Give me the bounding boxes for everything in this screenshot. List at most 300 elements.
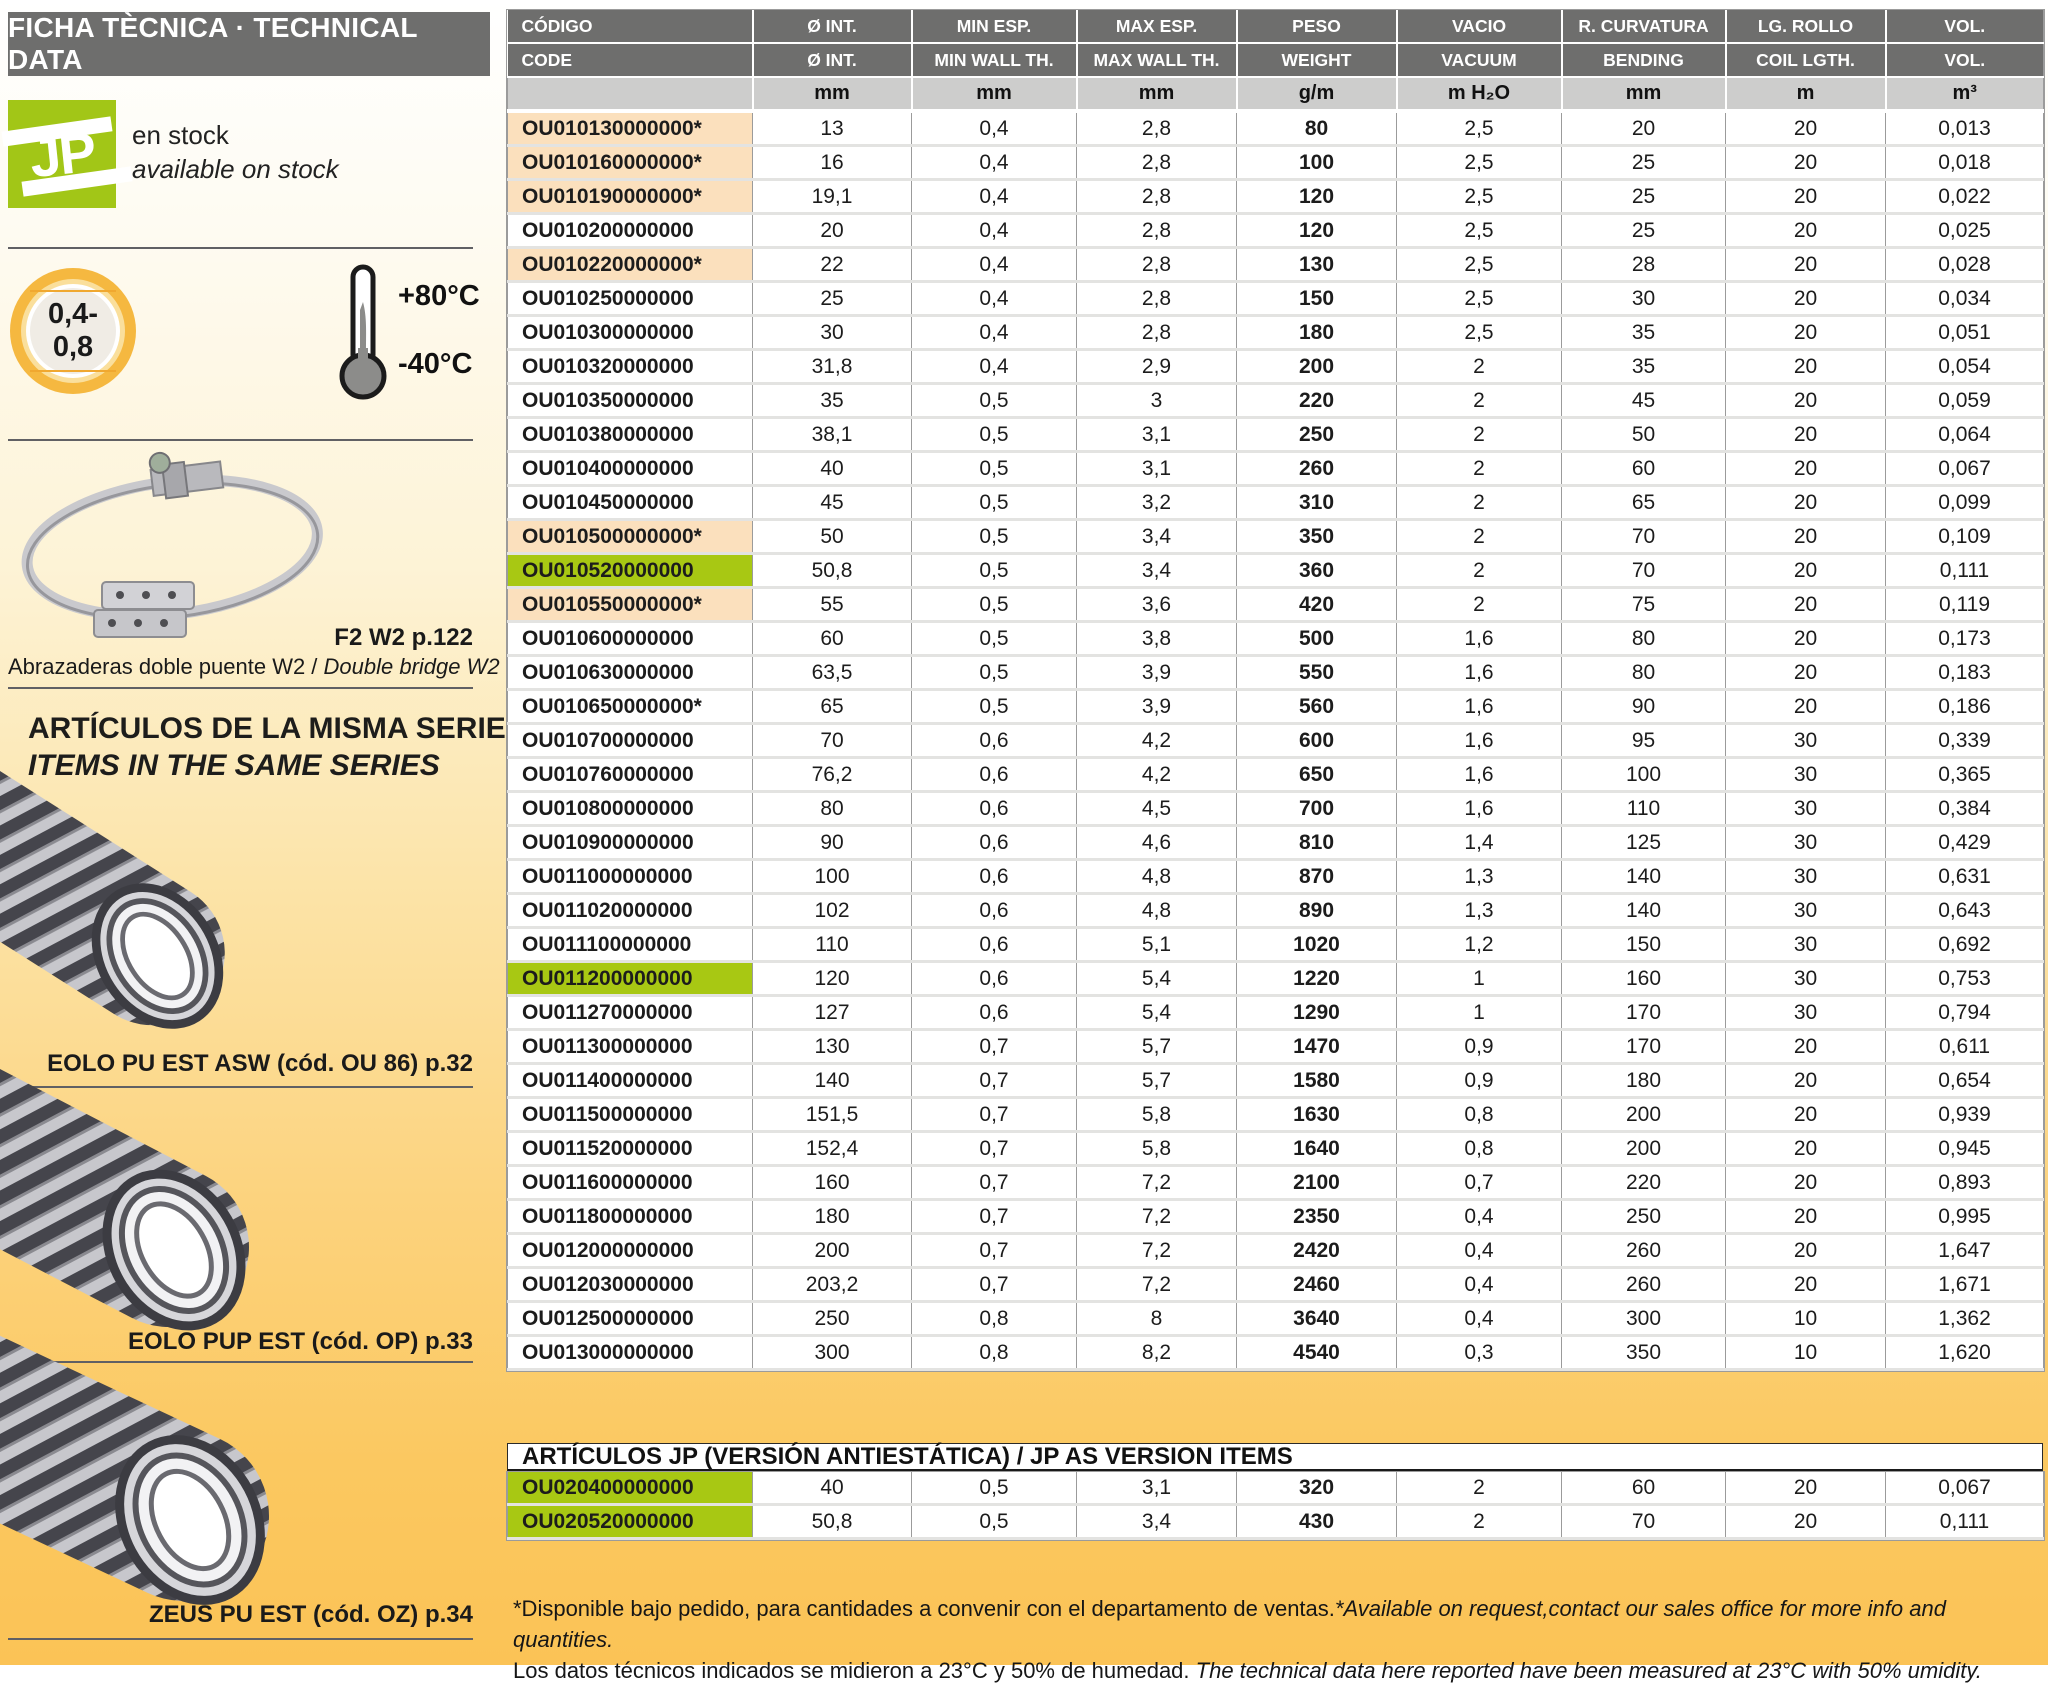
- value-cell: 500: [1237, 622, 1397, 656]
- code-cell: OU012000000000: [508, 1234, 753, 1268]
- badge-ring: [21, 279, 125, 383]
- table-row: [508, 1200, 2044, 1234]
- value-cell: 1,620: [1886, 1336, 2044, 1370]
- col-header: VOL.: [1886, 43, 2044, 77]
- table-row: [508, 486, 2044, 520]
- unit-cell: mm: [1077, 77, 1237, 111]
- value-cell: 90: [753, 826, 912, 860]
- value-cell: 19,1: [753, 180, 912, 214]
- value-cell: 35: [1562, 350, 1726, 384]
- value-cell: 3: [1077, 384, 1237, 418]
- value-cell: 0,5: [912, 656, 1077, 690]
- value-cell: 20: [753, 214, 912, 248]
- value-cell: 120: [1237, 214, 1397, 248]
- footnote-line-2: [513, 1655, 2041, 1686]
- table-row: [508, 520, 2044, 554]
- unit-cell: mm: [912, 77, 1077, 111]
- value-cell: 3,1: [1077, 1472, 1237, 1505]
- value-cell: 1020: [1237, 928, 1397, 962]
- value-cell: 4,6: [1077, 826, 1237, 860]
- value-cell: 180: [753, 1200, 912, 1234]
- value-cell: 600: [1237, 724, 1397, 758]
- value-cell: 80: [1562, 656, 1726, 690]
- value-cell: 20: [1726, 656, 1886, 690]
- stock-en: available on stock: [132, 154, 339, 184]
- value-cell: 0,6: [912, 792, 1077, 826]
- value-cell: 0,4: [912, 282, 1077, 316]
- value-cell: 650: [1237, 758, 1397, 792]
- value-cell: 550: [1237, 656, 1397, 690]
- unit-cell: g/m: [1237, 77, 1397, 111]
- clamp-reference: F2 W2 p.122: [334, 624, 473, 651]
- temp-max-label: +80°C: [398, 280, 480, 312]
- code-cell: OU010400000000: [508, 452, 753, 486]
- divider: [8, 247, 473, 249]
- value-cell: 1,6: [1397, 758, 1562, 792]
- value-cell: 1,6: [1397, 792, 1562, 826]
- value-cell: 1630: [1237, 1098, 1397, 1132]
- table-row: [508, 452, 2044, 486]
- value-cell: 7,2: [1077, 1200, 1237, 1234]
- value-cell: 0,6: [912, 962, 1077, 996]
- code-cell: OU010520000000: [508, 554, 753, 588]
- value-cell: 420: [1237, 588, 1397, 622]
- col-header: MAX ESP.: [1077, 10, 1237, 43]
- value-cell: 7,2: [1077, 1268, 1237, 1302]
- col-header: BENDING: [1562, 43, 1726, 77]
- col-header: MAX WALL TH.: [1077, 43, 1237, 77]
- stock-availability-label: [132, 118, 339, 186]
- badge-inner: [30, 288, 116, 374]
- value-cell: 3,2: [1077, 486, 1237, 520]
- code-cell: OU010800000000: [508, 792, 753, 826]
- value-cell: 203,2: [753, 1268, 912, 1302]
- code-cell: OU010650000000*: [508, 690, 753, 724]
- value-cell: 151,5: [753, 1098, 912, 1132]
- value-cell: 0,6: [912, 826, 1077, 860]
- footnote-1-es: *Disponible bajo pedido, para cantidades a convenir con el departamento de ventas.: [513, 1596, 1335, 1621]
- col-header: PESO: [1237, 10, 1397, 43]
- wall-thickness-badge: [10, 268, 136, 394]
- value-cell: 170: [1562, 996, 1726, 1030]
- value-cell: 3,4: [1077, 520, 1237, 554]
- code-cell: OU010160000000*: [508, 146, 753, 180]
- code-cell: OU012500000000: [508, 1302, 753, 1336]
- value-cell: 125: [1562, 826, 1726, 860]
- value-cell: 20: [1726, 1166, 1886, 1200]
- value-cell: 160: [753, 1166, 912, 1200]
- value-cell: 0,7: [1397, 1166, 1562, 1200]
- value-cell: 20: [1726, 282, 1886, 316]
- value-cell: 5,4: [1077, 996, 1237, 1030]
- value-cell: 0,022: [1886, 180, 2044, 214]
- value-cell: 13: [753, 111, 912, 146]
- table-row: [508, 1472, 2044, 1505]
- spec-table-head: [508, 10, 2044, 77]
- code-cell: OU012030000000: [508, 1268, 753, 1302]
- code-cell: OU010630000000: [508, 656, 753, 690]
- table-row: [508, 146, 2044, 180]
- value-cell: 20: [1726, 1472, 1886, 1505]
- value-cell: 0,4: [912, 111, 1077, 146]
- col-header: LG. ROLLO: [1726, 10, 1886, 43]
- value-cell: 0,7: [912, 1200, 1077, 1234]
- value-cell: 50: [1562, 418, 1726, 452]
- value-cell: 120: [1237, 180, 1397, 214]
- value-cell: 0,6: [912, 894, 1077, 928]
- value-cell: 260: [1562, 1234, 1726, 1268]
- value-cell: 200: [1562, 1132, 1726, 1166]
- value-cell: 3,1: [1077, 452, 1237, 486]
- value-cell: 1: [1397, 962, 1562, 996]
- unit-cell: m: [1726, 77, 1886, 111]
- value-cell: 180: [1562, 1064, 1726, 1098]
- value-cell: 90: [1562, 690, 1726, 724]
- value-cell: 0,5: [912, 1505, 1077, 1539]
- table-row: [508, 1234, 2044, 1268]
- value-cell: 0,6: [912, 928, 1077, 962]
- value-cell: 0,8: [912, 1336, 1077, 1370]
- value-cell: 810: [1237, 826, 1397, 860]
- value-cell: 2,5: [1397, 248, 1562, 282]
- col-header: MIN WALL TH.: [912, 43, 1077, 77]
- value-cell: 70: [753, 724, 912, 758]
- value-cell: 4540: [1237, 1336, 1397, 1370]
- value-cell: 4,8: [1077, 860, 1237, 894]
- units-row: [508, 77, 2044, 111]
- footnotes: [513, 1593, 2041, 1686]
- divider: [8, 1361, 473, 1363]
- code-cell: OU010350000000: [508, 384, 753, 418]
- unit-cell: mm: [1562, 77, 1726, 111]
- unit-cell: mm: [753, 77, 912, 111]
- value-cell: 0,051: [1886, 316, 2044, 350]
- value-cell: 127: [753, 996, 912, 1030]
- value-cell: 0,8: [912, 1302, 1077, 1336]
- value-cell: 0,5: [912, 520, 1077, 554]
- value-cell: 0,9: [1397, 1064, 1562, 1098]
- code-cell: OU020400000000: [508, 1472, 753, 1505]
- value-cell: 0,643: [1886, 894, 2044, 928]
- value-cell: 0,173: [1886, 622, 2044, 656]
- value-cell: 20: [1726, 622, 1886, 656]
- code-cell: OU010500000000*: [508, 520, 753, 554]
- wall-thickness-value: 0,4-0,8: [30, 290, 116, 372]
- value-cell: 80: [1237, 111, 1397, 146]
- footnote-2-en: The technical data here reported have been measured at 23°C with 50% umidity.: [1195, 1658, 1982, 1683]
- value-cell: 2: [1397, 452, 1562, 486]
- value-cell: 430: [1237, 1505, 1397, 1539]
- value-cell: 250: [1562, 1200, 1726, 1234]
- value-cell: 1,3: [1397, 860, 1562, 894]
- value-cell: 0,111: [1886, 554, 2044, 588]
- value-cell: 0,893: [1886, 1166, 2044, 1200]
- divider: [8, 687, 473, 689]
- value-cell: 25: [1562, 214, 1726, 248]
- hose-caption-2: EOLO PUP EST (cód. OP) p.33: [128, 1328, 473, 1355]
- jp-stock-logo: [8, 100, 116, 208]
- value-cell: 0,4: [912, 248, 1077, 282]
- value-cell: 4,2: [1077, 724, 1237, 758]
- spec-table-body: [508, 77, 2044, 1370]
- value-cell: 75: [1562, 588, 1726, 622]
- value-cell: 55: [753, 588, 912, 622]
- value-cell: 2: [1397, 384, 1562, 418]
- value-cell: 0,4: [912, 146, 1077, 180]
- value-cell: 160: [1562, 962, 1726, 996]
- code-cell: OU011500000000: [508, 1098, 753, 1132]
- value-cell: 0,5: [912, 418, 1077, 452]
- unit-cell: m H₂O: [1397, 77, 1562, 111]
- value-cell: 30: [1726, 792, 1886, 826]
- code-cell: OU010900000000: [508, 826, 753, 860]
- value-cell: 0,6: [912, 724, 1077, 758]
- value-cell: 0,064: [1886, 418, 2044, 452]
- value-cell: 20: [1726, 180, 1886, 214]
- value-cell: 20: [1726, 1132, 1886, 1166]
- value-cell: 0,7: [912, 1064, 1077, 1098]
- clamp-caption-en: Double bridge W2: [323, 654, 500, 679]
- col-header: CÓDIGO: [508, 10, 753, 43]
- value-cell: 20: [1726, 418, 1886, 452]
- value-cell: 1640: [1237, 1132, 1397, 1166]
- value-cell: 50,8: [753, 1505, 912, 1539]
- value-cell: 20: [1726, 554, 1886, 588]
- value-cell: 890: [1237, 894, 1397, 928]
- value-cell: 140: [1562, 894, 1726, 928]
- value-cell: 16: [753, 146, 912, 180]
- value-cell: 0,4: [1397, 1302, 1562, 1336]
- table-row: [508, 690, 2044, 724]
- table-row: [508, 180, 2044, 214]
- value-cell: 130: [1237, 248, 1397, 282]
- code-cell: OU010700000000: [508, 724, 753, 758]
- value-cell: 30: [1562, 282, 1726, 316]
- value-cell: 20: [1726, 452, 1886, 486]
- value-cell: 60: [1562, 452, 1726, 486]
- value-cell: 20: [1726, 146, 1886, 180]
- value-cell: 0,034: [1886, 282, 2044, 316]
- value-cell: 2: [1397, 1472, 1562, 1505]
- table-row: [508, 1132, 2044, 1166]
- value-cell: 2,8: [1077, 111, 1237, 146]
- value-cell: 0,186: [1886, 690, 2044, 724]
- unit-cell: m³: [1886, 77, 2044, 111]
- value-cell: 2,5: [1397, 214, 1562, 248]
- value-cell: 38,1: [753, 418, 912, 452]
- value-cell: 0,339: [1886, 724, 2044, 758]
- value-cell: 2,5: [1397, 111, 1562, 146]
- value-cell: 35: [1562, 316, 1726, 350]
- value-cell: 100: [1562, 758, 1726, 792]
- value-cell: 20: [1726, 486, 1886, 520]
- value-cell: 20: [1726, 588, 1886, 622]
- value-cell: 100: [1237, 146, 1397, 180]
- value-cell: 5,1: [1077, 928, 1237, 962]
- value-cell: 10: [1726, 1336, 1886, 1370]
- value-cell: 20: [1726, 1064, 1886, 1098]
- col-header: COIL LGTH.: [1726, 43, 1886, 77]
- value-cell: 0,119: [1886, 588, 2044, 622]
- value-cell: 2: [1397, 554, 1562, 588]
- value-cell: 250: [1237, 418, 1397, 452]
- value-cell: 2,5: [1397, 316, 1562, 350]
- value-cell: 110: [1562, 792, 1726, 826]
- table-row: [508, 1268, 2044, 1302]
- code-cell: OU010380000000: [508, 418, 753, 452]
- series-section-title: [28, 710, 506, 784]
- hose-caption-3: ZEUS PU EST (cód. OZ) p.34: [148, 1601, 473, 1628]
- divider: [8, 439, 473, 441]
- value-cell: 0,013: [1886, 111, 2044, 146]
- value-cell: 50,8: [753, 554, 912, 588]
- value-cell: 0,384: [1886, 792, 2044, 826]
- value-cell: 30: [1726, 724, 1886, 758]
- value-cell: 1,671: [1886, 1268, 2044, 1302]
- col-header: WEIGHT: [1237, 43, 1397, 77]
- value-cell: 4,5: [1077, 792, 1237, 826]
- value-cell: 20: [1726, 111, 1886, 146]
- clamp-image: [12, 446, 332, 641]
- col-header: MIN ESP.: [912, 10, 1077, 43]
- value-cell: 25: [1562, 180, 1726, 214]
- value-cell: 120: [753, 962, 912, 996]
- table-row: [508, 1064, 2044, 1098]
- value-cell: 0,018: [1886, 146, 2044, 180]
- badge-ring: [26, 284, 120, 378]
- value-cell: 30: [1726, 962, 1886, 996]
- table-row: [508, 1505, 2044, 1539]
- table-row: [508, 282, 2044, 316]
- value-cell: 250: [753, 1302, 912, 1336]
- value-cell: 2,8: [1077, 316, 1237, 350]
- value-cell: 150: [1237, 282, 1397, 316]
- value-cell: 2100: [1237, 1166, 1397, 1200]
- value-cell: 0,5: [912, 1472, 1077, 1505]
- footnote-2-es: Los datos técnicos indicados se midieron a 23°C y 50% de humedad.: [513, 1658, 1196, 1683]
- divider: [8, 1638, 473, 1640]
- table-row: [508, 860, 2044, 894]
- table-row: [508, 792, 2044, 826]
- value-cell: 2,8: [1077, 214, 1237, 248]
- footnote-1-en: *Available on request,contact our sales office for more info and quantities.: [513, 1596, 1946, 1652]
- value-cell: 7,2: [1077, 1234, 1237, 1268]
- value-cell: 0,4: [912, 180, 1077, 214]
- value-cell: 310: [1237, 486, 1397, 520]
- value-cell: 4,8: [1077, 894, 1237, 928]
- value-cell: 870: [1237, 860, 1397, 894]
- code-cell: OU011200000000: [508, 962, 753, 996]
- table-row: [508, 724, 2044, 758]
- code-cell: OU010250000000: [508, 282, 753, 316]
- value-cell: 130: [753, 1030, 912, 1064]
- code-cell: OU011600000000: [508, 1166, 753, 1200]
- value-cell: 30: [1726, 826, 1886, 860]
- value-cell: 3,1: [1077, 418, 1237, 452]
- value-cell: 0,631: [1886, 860, 2044, 894]
- hose-image-eolo-pu-est-asw: [0, 792, 244, 1047]
- value-cell: 2: [1397, 350, 1562, 384]
- clamp-caption-es: Abrazaderas doble puente W2 /: [8, 654, 324, 679]
- value-cell: 0,7: [912, 1166, 1077, 1200]
- value-cell: 1290: [1237, 996, 1397, 1030]
- value-cell: 2,5: [1397, 282, 1562, 316]
- value-cell: 320: [1237, 1472, 1397, 1505]
- value-cell: 20: [1726, 316, 1886, 350]
- value-cell: 200: [1562, 1098, 1726, 1132]
- value-cell: 0,7: [912, 1234, 1077, 1268]
- value-cell: 3,8: [1077, 622, 1237, 656]
- value-cell: 50: [753, 520, 912, 554]
- table-row: [508, 622, 2044, 656]
- table-row: [508, 1098, 2044, 1132]
- value-cell: 2350: [1237, 1200, 1397, 1234]
- value-cell: 0,4: [1397, 1200, 1562, 1234]
- value-cell: 1220: [1237, 962, 1397, 996]
- value-cell: 0,9: [1397, 1030, 1562, 1064]
- value-cell: 2: [1397, 520, 1562, 554]
- value-cell: 0,8: [1397, 1132, 1562, 1166]
- value-cell: 0,5: [912, 384, 1077, 418]
- table-row: [508, 758, 2044, 792]
- table-row: [508, 350, 2044, 384]
- table-row: [508, 962, 2044, 996]
- code-cell: OU010300000000: [508, 316, 753, 350]
- value-cell: 0,5: [912, 486, 1077, 520]
- value-cell: 3640: [1237, 1302, 1397, 1336]
- as-section: [507, 1443, 2043, 1540]
- code-cell: OU010200000000: [508, 214, 753, 248]
- value-cell: 2420: [1237, 1234, 1397, 1268]
- value-cell: 0,6: [912, 996, 1077, 1030]
- value-cell: 1,6: [1397, 690, 1562, 724]
- value-cell: 45: [1562, 384, 1726, 418]
- value-cell: 1,2: [1397, 928, 1562, 962]
- value-cell: 300: [753, 1336, 912, 1370]
- value-cell: 2: [1397, 418, 1562, 452]
- code-cell: OU011270000000: [508, 996, 753, 1030]
- value-cell: 20: [1726, 1200, 1886, 1234]
- value-cell: 28: [1562, 248, 1726, 282]
- value-cell: 3,4: [1077, 1505, 1237, 1539]
- value-cell: 170: [1562, 1030, 1726, 1064]
- code-cell: OU011020000000: [508, 894, 753, 928]
- value-cell: 40: [753, 452, 912, 486]
- value-cell: 10: [1726, 1302, 1886, 1336]
- table-row: [508, 826, 2044, 860]
- col-header: VACUUM: [1397, 43, 1562, 77]
- value-cell: 8: [1077, 1302, 1237, 1336]
- value-cell: 2,8: [1077, 146, 1237, 180]
- value-cell: 20: [1726, 1098, 1886, 1132]
- value-cell: 0,4: [1397, 1268, 1562, 1302]
- value-cell: 0,099: [1886, 486, 2044, 520]
- value-cell: 3,9: [1077, 690, 1237, 724]
- page-title: FICHA TÈCNICA · TECHNICAL DATA: [8, 12, 490, 76]
- value-cell: 5,7: [1077, 1064, 1237, 1098]
- code-cell: OU010320000000: [508, 350, 753, 384]
- col-header: Ø INT.: [753, 10, 912, 43]
- as-table-body: [508, 1472, 2044, 1539]
- value-cell: 0,7: [912, 1132, 1077, 1166]
- value-cell: 1470: [1237, 1030, 1397, 1064]
- clamp-caption: [8, 654, 500, 680]
- jp-logo-text: JP: [26, 119, 98, 189]
- thermometer-icon: [333, 262, 393, 402]
- value-cell: 0,025: [1886, 214, 2044, 248]
- as-section-title: ARTÍCULOS JP (VERSIÓN ANTIESTÁTICA) / JP AS VERSION ITEMS: [507, 1443, 2043, 1472]
- table-row: [508, 418, 2044, 452]
